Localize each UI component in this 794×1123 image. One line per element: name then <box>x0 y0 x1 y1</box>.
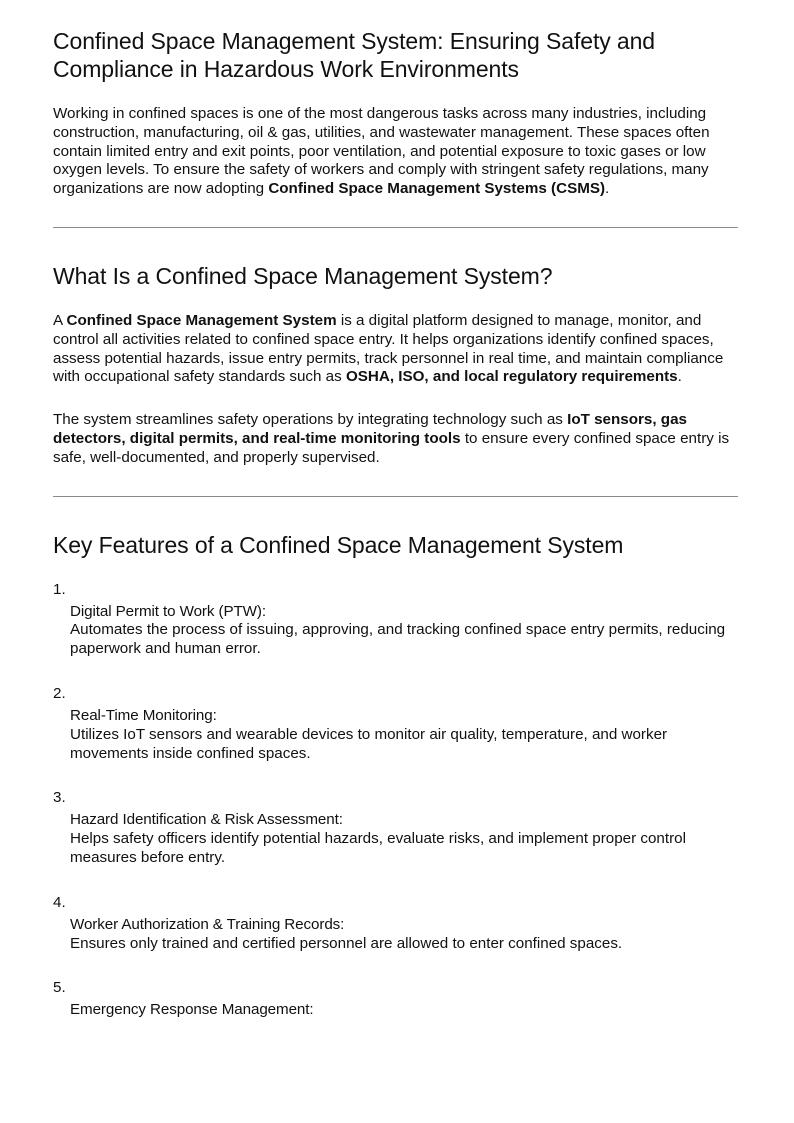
list-item-title: Real-Time Monitoring: <box>70 706 217 724</box>
what-is-heading: What Is a Confined Space Management System? <box>53 262 553 289</box>
what-is-p2-text-2: to ensure every confined space entry is safe, well-documented, and properly supervised. <box>53 429 730 466</box>
list-item-title: Hazard Identification & Risk Assessment: <box>70 811 343 829</box>
list-item-text: Utilizes IoT sensors and wearable devices to monitor air quality, temperature, and worker movements inside confined spaces. <box>70 725 668 762</box>
list-item <box>53 789 738 867</box>
list-item-number: 2. <box>53 684 66 702</box>
list-item-body <box>53 1001 738 1020</box>
list-item-text: Ensures only trained and certified personnel are allowed to enter confined spaces. <box>70 934 623 952</box>
what-is-p2-text: The system streamlines safety operations by integrating technology such as <box>53 411 568 429</box>
list-item-title: Worker Authorization & Training Records: <box>70 915 345 933</box>
what-is-section <box>53 262 738 468</box>
intro-paragraph <box>53 105 738 199</box>
list-item-number: 4. <box>53 893 66 911</box>
list-item-body <box>53 707 738 763</box>
what-is-p1-text-3: . <box>677 368 682 386</box>
list-item <box>53 894 738 954</box>
list-item-number: 5. <box>53 979 66 997</box>
list-item <box>53 581 738 659</box>
section-divider <box>53 496 738 497</box>
list-item-number: 3. <box>53 789 66 807</box>
what-is-paragraph-2 <box>53 411 738 467</box>
list-item-body <box>53 603 738 659</box>
what-is-p1-bold: Confined Space Management System <box>66 311 337 329</box>
list-item-title: Digital Permit to Work (PTW): <box>70 602 266 620</box>
intro-text-end: . <box>605 180 610 198</box>
list-item-body <box>53 916 738 954</box>
what-is-p1-text-2: is a digital platform designed to manage, monitor, and control all activities related to confined space entry. It helps organizations identify confined spaces, assess potential hazards, issue entry permits, track personnel in real time, and maintain compliance with occupational safety standards such as <box>53 311 724 386</box>
key-features-heading: Key Features of a Confined Space Management System <box>53 531 624 558</box>
what-is-p1-text: A <box>53 311 67 329</box>
list-item-title: Emergency Response Management: <box>70 1001 314 1019</box>
list-item-text: Automates the process of issuing, approving, and tracking confined space entry permits, reducing paperwork and human error. <box>70 621 726 658</box>
section-divider <box>53 227 738 228</box>
list-item-body <box>53 811 738 867</box>
list-item <box>53 685 738 763</box>
intro-bold-term: Confined Space Management Systems (CSMS) <box>268 180 606 198</box>
page-title: Confined Space Management System: Ensuring Safety and Compliance in Hazardous Work Environments <box>53 28 655 82</box>
list-item <box>53 979 738 1020</box>
what-is-p2-bold: IoT sensors, gas detectors, digital permits, and real-time monitoring tools <box>53 411 687 447</box>
what-is-p1-bold-2: OSHA, ISO, and local regulatory requirements <box>345 368 678 386</box>
list-item-text: Helps safety officers identify potential hazards, evaluate risks, and implement proper control measures before entry. <box>70 830 686 866</box>
intro-text: Working in confined spaces is one of the most dangerous tasks across many industries, including construction, manufacturing, oil & gas, utilities, and wastewater management. These spaces often contain limited entry and exit points, poor ventilation, and potential exposure to toxic gases or low oxygen levels. To ensure the safety of workers and comply with stringent safety regulations, many organizations are now adopting <box>53 105 710 198</box>
features-list <box>53 581 738 1021</box>
what-is-paragraph-1 <box>53 312 738 387</box>
list-item-number: 1. <box>53 580 66 598</box>
key-features-section <box>53 531 738 1021</box>
